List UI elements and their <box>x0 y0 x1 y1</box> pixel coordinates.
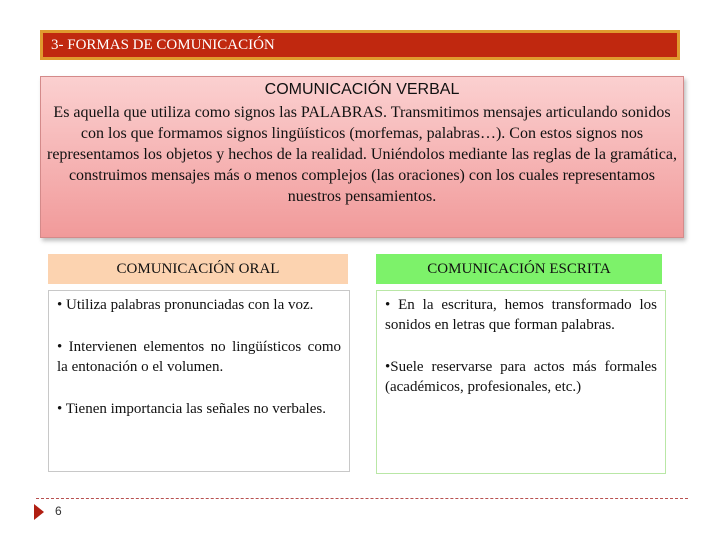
written-item: •Suele reservarse para actos más formales (académicos, profesionales, etc.) <box>385 359 657 395</box>
written-list <box>376 290 666 474</box>
arrow-icon <box>34 504 44 520</box>
verbal-communication-box <box>40 76 684 238</box>
oral-list <box>48 290 350 472</box>
oral-item: • Utiliza palabras pronunciadas con la voz. <box>57 297 314 313</box>
written-heading: COMUNICACIÓN ESCRITA <box>376 254 662 284</box>
footer-divider <box>36 498 688 499</box>
verbal-heading: COMUNICACIÓN VERBAL <box>264 81 460 98</box>
oral-item: • Intervienen elementos no lingüísticos como la entonación o el volumen. <box>57 339 341 375</box>
oral-heading: COMUNICACIÓN ORAL <box>48 254 348 284</box>
written-item: • En la escritura, hemos transformado los sonidos en letras que forman palabras. <box>385 297 657 333</box>
verbal-description: Es aquella que utiliza como signos las PALABRAS. Transmitimos mensajes articulando sonidos con los que formamos signos lingüísticos (morfemas, palabras…). Con estos signos nos representamos los objetos y hechos de la realidad. Uniéndolos mediante las reglas de la gramática, construimos mensajes más o menos complejos (las oraciones) con los cuales representamos nuestros pensamientos. <box>47 104 678 205</box>
section-title: 3- FORMAS DE COMUNICACIÓN <box>51 37 275 53</box>
oral-item: • Tienen importancia las señales no verbales. <box>57 401 326 417</box>
page-number: 6 <box>55 504 62 518</box>
section-title-bar <box>40 30 680 60</box>
